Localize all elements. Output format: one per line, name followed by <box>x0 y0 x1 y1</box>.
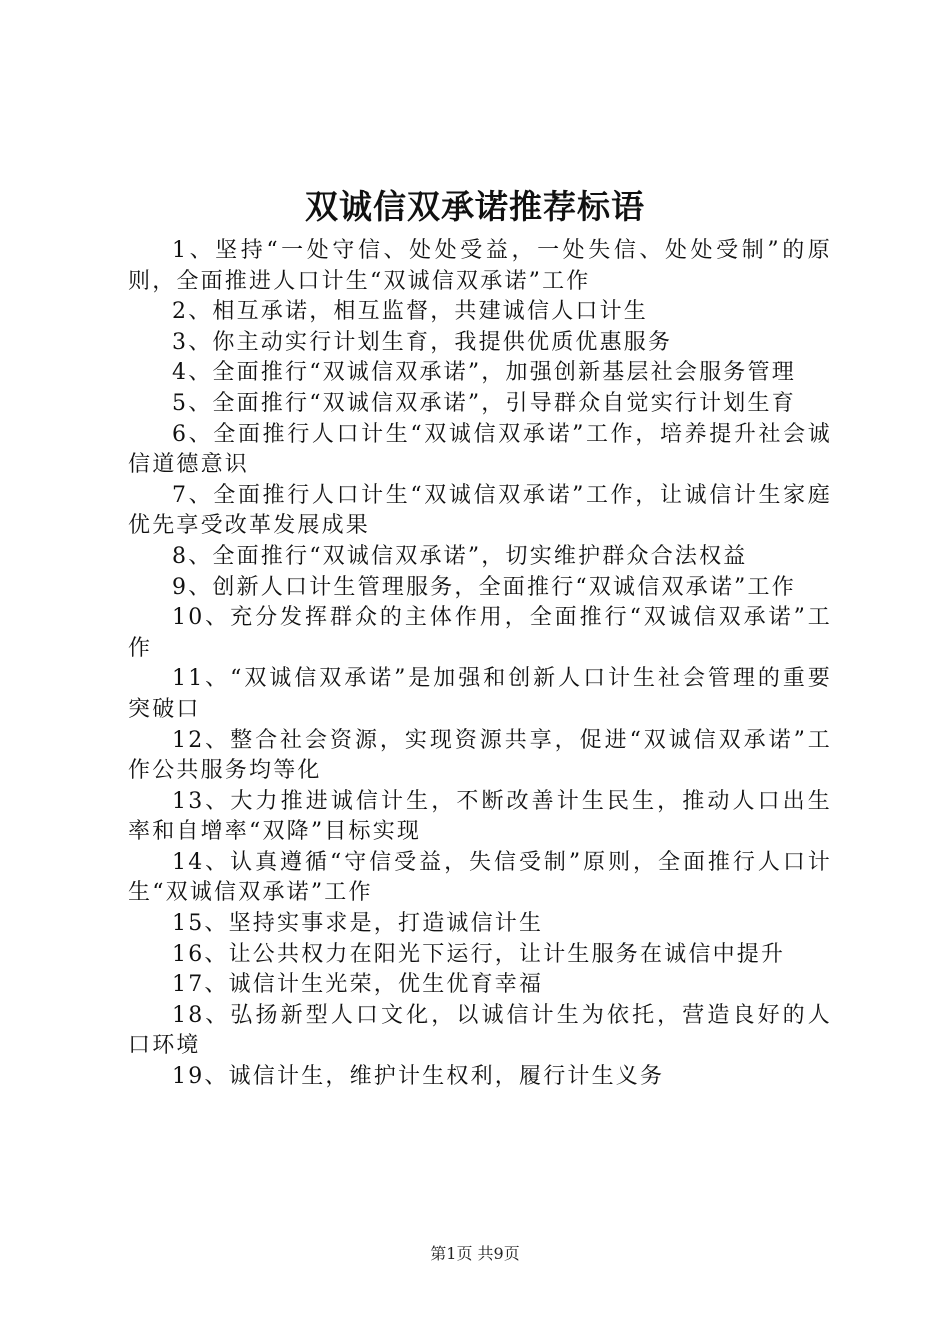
slogan-item-19: 19、诚信计生，维护计生权利，履行计生义务 <box>172 1064 665 1090</box>
slogan-item-2: 2、相互承诺，相互监督，共建诚信人口计生 <box>172 299 648 325</box>
slogan-item-18: 18、弘扬新型人口文化，以诚信计生为依托，营造良好的人口环境 <box>128 1002 832 1059</box>
page-number-footer: 第1页 共9页 <box>430 1244 520 1263</box>
slogan-item-13: 13、大力推进诚信计生，不断改善计生民生，推动人口出生率和自增率“双降”目标实现 <box>128 788 832 845</box>
slogan-item-5: 5、全面推行“双诚信双承诺”，引导群众自觉实行计划生育 <box>172 390 796 416</box>
slogan-list <box>128 236 832 1093</box>
slogan-item-1: 1、坚持“一处守信、处处受益，一处失信、处处受制”的原则，全面推进人口计生“双诚信双承诺”工作 <box>128 238 832 294</box>
slogan-item-12: 12、整合社会资源，实现资源共享，促进“双诚信双承诺”工作公共服务均等化 <box>128 727 832 784</box>
slogan-item-10: 10、充分发挥群众的主体作用，全面推行“双诚信双承诺”工作 <box>128 605 832 661</box>
slogan-item-9: 9、创新人口计生管理服务，全面推行“双诚信双承诺”工作 <box>172 574 796 600</box>
slogan-item-3: 3、你主动实行计划生育，我提供优质优惠服务 <box>172 329 673 355</box>
slogan-item-7: 7、全面推行人口计生“双诚信双承诺”工作，让诚信计生家庭优先享受改革发展成果 <box>128 482 832 539</box>
slogan-item-17: 17、诚信计生光荣，优生优育幸福 <box>172 972 544 998</box>
slogan-item-11: 11、“双诚信双承诺”是加强和创新人口计生社会管理的重要突破口 <box>128 666 832 722</box>
slogan-item-16: 16、让公共权力在阳光下运行，让计生服务在诚信中提升 <box>172 941 786 967</box>
document-title: 双诚信双承诺推荐标语 <box>305 187 645 226</box>
slogan-item-14: 14、认真遵循“守信受益，失信受制”原则，全面推行人口计生“双诚信双承诺”工作 <box>128 849 832 906</box>
slogan-item-15: 15、坚持实事求是，打造诚信计生 <box>172 911 544 937</box>
slogan-item-4: 4、全面推行“双诚信双承诺”，加强创新基层社会服务管理 <box>172 360 796 386</box>
slogan-item-6: 6、全面推行人口计生“双诚信双承诺”工作，培养提升社会诚信道德意识 <box>128 421 832 478</box>
slogan-item-8: 8、全面推行“双诚信双承诺”，切实维护群众合法权益 <box>172 543 748 569</box>
